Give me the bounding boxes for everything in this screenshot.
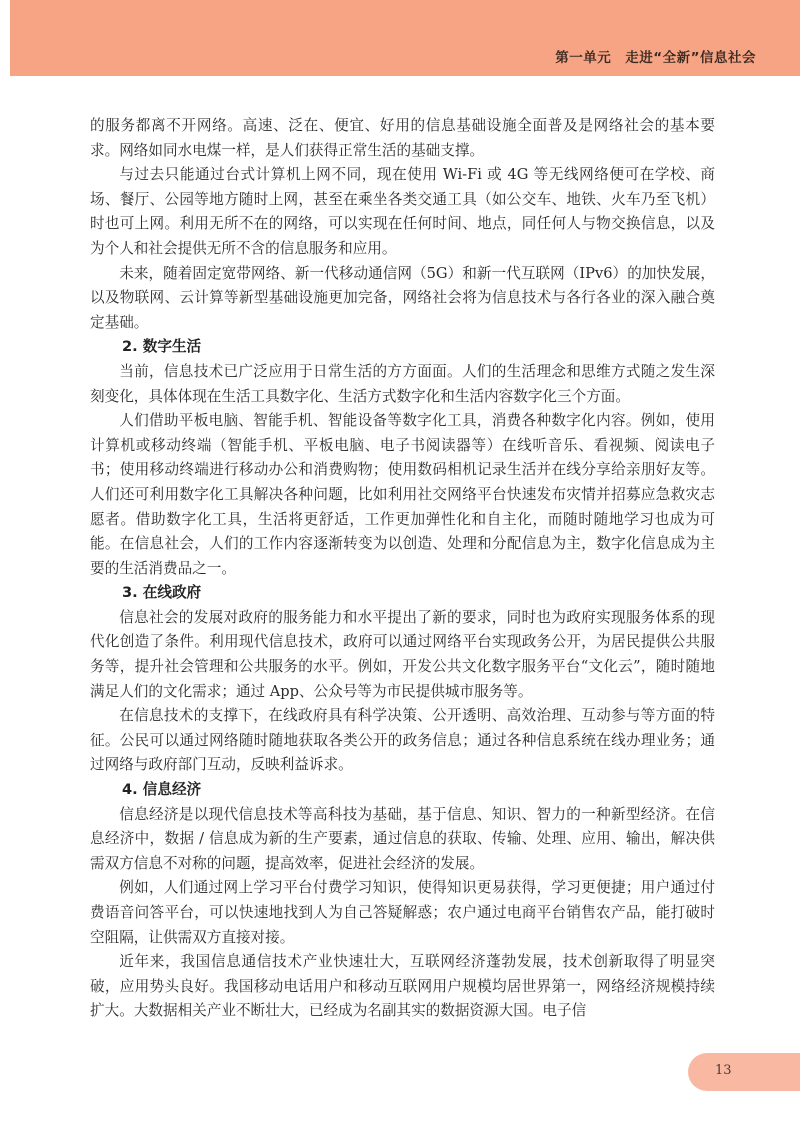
paragraph: 当前，信息技术已广泛应用于日常生活的方方面面。人们的生活理念和思维方式随之发生深刻变化，具体体现在生活工具数字化、生活方式数字化和生活内容数字化三个方面。: [90, 362, 715, 405]
page-content: [90, 114, 715, 1024]
paragraph: 例如，人们通过网上学习平台付费学习知识，使得知识更易获得，学习更便捷；用户通过付费语音问答平台，可以快速地找到人为自己答疑解惑；农户通过电商平台销售农产品，能打破时空阻隔，让供需双方直接对接。: [90, 879, 715, 946]
paragraph: 信息社会的发展对政府的服务能力和水平提出了新的要求，同时也为政府实现服务体系的现代化创造了条件。利用现代信息技术，政府可以通过网络平台实现政务公开，为居民提供公共服务等，提升社会管理和公共服务的水平。例如，开发公共文化数字服务平台“文化云”，随时随地满足人们的文化需求；通过 App、公众号等为市民提供城市服务等。: [90, 608, 715, 700]
page-number-tab: [688, 1053, 800, 1091]
page-number: 13: [715, 1063, 732, 1078]
paragraph: 与过去只能通过台式计算机上网不同，现在使用 Wi-Fi 或 4G 等无线网络便可在学校、商场、餐厅、公园等地方随时上网，甚至在乘坐各类交通工具（如公交车、地铁、火车乃至飞机）时也可上网。利用无所不在的网络，可以实现在任何时间、地点，同任何人与物交换信息，以及为个人和社会提供无所不含的信息服务和应用。: [90, 166, 715, 257]
paragraph: 近年来，我国信息通信技术产业快速壮大，互联网经济蓬勃发展，技术创新取得了明显突破，应用势头良好。我国移动电话用户和移动互联网用户规模均居世界第一，网络经济规模持续扩大。大数据相关产业不断壮大，已经成为名副其实的数据资源大国。电子信: [90, 953, 715, 1020]
paragraph: 的服务都离不开网络。高速、泛在、便宜、好用的信息基础设施全面普及是网络社会的基本要求。网络如同水电煤一样，是人们获得正常生活的基础支撑。: [90, 117, 715, 159]
section-heading-digital-life: 2. 数字生活: [122, 338, 202, 356]
section-heading-information-economy: 4. 信息经济: [122, 781, 202, 799]
paragraph: 人们借助平板电脑、智能手机、智能设备等数字化工具，消费各种数字化内容。例如，使用计算机或移动终端（智能手机、平板电脑、电子书阅读器等）在线听音乐、看视频、阅读电子书；使用移动终端进行移动办公和消费购物；使用数码相机记录生活并在线分享给亲朋好友等。人们还可利用数字化工具解决各种问题，比如利用社交网络平台快速发布灾情并招募应急救灾志愿者。借助数字化工具，生活将更舒适，工作更加弹性化和自主化，而随时随地学习也成为可能。在信息社会，人们的工作内容逐渐转变为以创造、处理和分配信息为主，数字化信息成为主要的生活消费品之一。: [90, 412, 715, 577]
paragraph: 在信息技术的支撑下，在线政府具有科学决策、公开透明、高效治理、互动参与等方面的特征。公民可以通过网络随时随地获取各类公开的政务信息；通过各种信息系统在线办理业务；通过网络与政府部门互动，反映利益诉求。: [90, 707, 715, 774]
unit-title: 第一单元 走进“全新”信息社会: [555, 50, 756, 66]
paragraph: 未来，随着固定宽带网络、新一代移动通信网（5G）和新一代互联网（IPv6）的加快发展，以及物联网、云计算等新型基础设施更加完备，网络社会将为信息技术与各行各业的深入融合奠定基础。: [90, 264, 715, 331]
paragraph: 信息经济是以现代信息技术等高科技为基础，基于信息、知识、智力的一种新型经济。在信息经济中，数据 / 信息成为新的生产要素，通过信息的获取、传输、处理、应用、输出，解决供需双方信息不对称的问题，提高效率，促进社会经济的发展。: [90, 805, 715, 872]
header-band: [10, 0, 800, 76]
section-heading-online-government: 3. 在线政府: [122, 584, 202, 602]
